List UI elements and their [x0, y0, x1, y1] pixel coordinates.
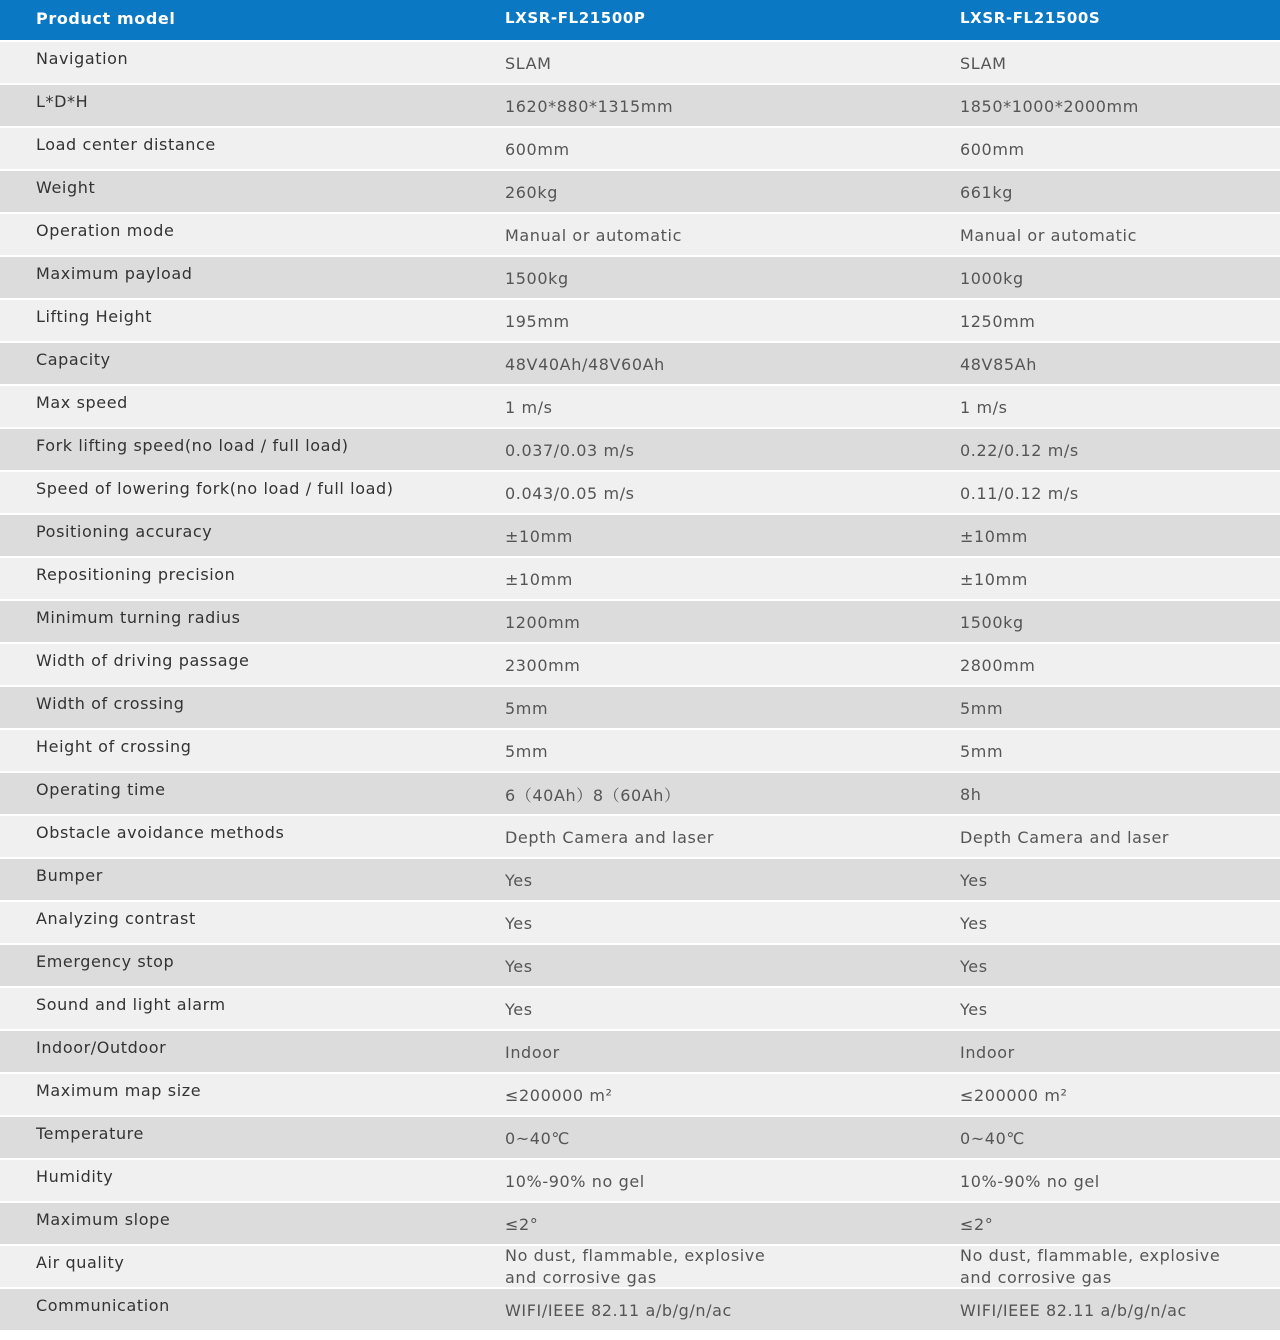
spec-label-cell	[0, 694, 469, 717]
table-row	[0, 687, 1280, 730]
spec-label-cell	[0, 264, 469, 287]
spec-value-a: 1620*880*1315mm	[505, 97, 674, 116]
spec-label-cell	[0, 307, 469, 330]
table-row	[0, 515, 1280, 558]
spec-label-cell	[0, 823, 469, 846]
table-row	[0, 730, 1280, 773]
spec-value-b-cell	[924, 655, 1280, 674]
spec-value-a-cell	[469, 268, 924, 287]
spec-value-b: Depth Camera and laser	[960, 828, 1170, 847]
spec-value-b: No dust, flammable, explosive and corrosive gas	[960, 1245, 1221, 1287]
spec-value-a: 0.037/0.03 m/s	[505, 441, 635, 460]
spec-value-a-cell	[469, 440, 924, 459]
spec-value-a-cell	[469, 913, 924, 932]
spec-value-a-cell	[469, 999, 924, 1018]
table-row	[0, 816, 1280, 859]
spec-value-b-cell	[924, 526, 1280, 545]
spec-label: Emergency stop	[36, 952, 175, 971]
spec-value-b: WIFI/IEEE 82.11 a/b/g/n/ac	[960, 1301, 1187, 1320]
spec-label: Communication	[36, 1296, 170, 1315]
spec-value-a-cell	[469, 870, 924, 889]
spec-value-a: ≤200000 m²	[505, 1086, 613, 1105]
spec-value-b-cell	[924, 870, 1280, 889]
header-model-a-cell	[469, 11, 924, 29]
spec-value-a-cell	[469, 1300, 924, 1319]
spec-label: Minimum turning radius	[36, 608, 241, 627]
spec-value-b: 48V85Ah	[960, 355, 1037, 374]
spec-value-a: 0~40℃	[505, 1129, 570, 1148]
table-row	[0, 1117, 1280, 1160]
spec-label-cell	[0, 1210, 469, 1233]
spec-value-b-cell	[924, 225, 1280, 244]
spec-label: Height of crossing	[36, 737, 192, 756]
spec-value-a-cell	[469, 956, 924, 975]
spec-label: Temperature	[36, 1124, 144, 1143]
spec-value-a-cell	[469, 397, 924, 416]
spec-value-b: 1 m/s	[960, 398, 1008, 417]
spec-label: Lifting Height	[36, 307, 153, 326]
spec-value-b-cell	[924, 827, 1280, 846]
table-row	[0, 902, 1280, 945]
table-row	[0, 472, 1280, 515]
spec-value-b: Indoor	[960, 1043, 1015, 1062]
spec-label: Max speed	[36, 393, 128, 412]
spec-label-cell	[0, 1081, 469, 1104]
spec-value-b: ≤2°	[960, 1215, 994, 1234]
spec-label-cell	[0, 1296, 469, 1319]
spec-value-b-cell	[924, 1171, 1280, 1190]
spec-value-a-cell	[469, 741, 924, 760]
spec-label-cell	[0, 952, 469, 975]
spec-value-b: 1500kg	[960, 613, 1024, 632]
spec-value-a: 2300mm	[505, 656, 581, 675]
header-label: Product model	[36, 8, 176, 28]
spec-value-a: Yes	[505, 957, 533, 976]
table-row	[0, 558, 1280, 601]
spec-value-a-cell	[469, 354, 924, 373]
spec-label: Maximum payload	[36, 264, 193, 283]
table-body	[0, 42, 1280, 1332]
header-label-cell	[0, 8, 469, 30]
spec-label: Operating time	[36, 780, 166, 799]
spec-value-a-cell	[469, 1171, 924, 1190]
spec-label-cell	[0, 780, 469, 803]
spec-value-a: Yes	[505, 871, 533, 890]
spec-value-a: 260kg	[505, 183, 558, 202]
spec-label: Weight	[36, 178, 96, 197]
spec-value-a: 10%-90% no gel	[505, 1172, 645, 1191]
spec-value-a: Depth Camera and laser	[505, 828, 715, 847]
spec-label: Capacity	[36, 350, 111, 369]
spec-label: Operation mode	[36, 221, 175, 240]
spec-value-a-cell	[469, 139, 924, 158]
spec-label-cell	[0, 651, 469, 674]
spec-value-b: 0~40℃	[960, 1129, 1025, 1148]
spec-value-a: 600mm	[505, 140, 570, 159]
table-row	[0, 386, 1280, 429]
spec-value-a-cell	[469, 483, 924, 502]
spec-label: Air quality	[36, 1253, 125, 1272]
spec-value-a-cell	[469, 526, 924, 545]
spec-label: L*D*H	[36, 92, 89, 111]
spec-value-a-cell	[469, 655, 924, 674]
table-row	[0, 343, 1280, 386]
spec-value-b-cell	[924, 999, 1280, 1018]
spec-value-b: SLAM	[960, 54, 1007, 73]
spec-label-cell	[0, 393, 469, 416]
spec-label-cell	[0, 92, 469, 115]
spec-label: Load center distance	[36, 135, 216, 154]
spec-value-b-cell	[924, 784, 1280, 803]
spec-value-b: Yes	[960, 914, 988, 933]
spec-label: Sound and light alarm	[36, 995, 226, 1014]
spec-value-a-cell	[469, 182, 924, 201]
spec-value-a: ≤2°	[505, 1215, 539, 1234]
spec-label-cell	[0, 1253, 469, 1276]
spec-label-cell	[0, 221, 469, 244]
spec-value-a-cell	[469, 569, 924, 588]
spec-value-b-cell	[924, 182, 1280, 201]
table-row	[0, 773, 1280, 816]
table-row	[0, 1031, 1280, 1074]
spec-value-b-cell	[924, 354, 1280, 373]
spec-value-b: 0.11/0.12 m/s	[960, 484, 1079, 503]
spec-value-a: 1200mm	[505, 613, 581, 632]
spec-label-cell	[0, 1124, 469, 1147]
spec-value-b-cell	[924, 1085, 1280, 1104]
spec-value-b-cell	[924, 741, 1280, 760]
spec-label-cell	[0, 565, 469, 588]
spec-value-a-cell	[469, 782, 924, 805]
header-model-b: LXSR-FL21500S	[960, 9, 1101, 27]
spec-value-b-cell	[924, 569, 1280, 588]
spec-value-b: Yes	[960, 871, 988, 890]
spec-value-b: 600mm	[960, 140, 1025, 159]
spec-label: Width of crossing	[36, 694, 185, 713]
table-row	[0, 42, 1280, 85]
spec-value-a: ±10mm	[505, 527, 573, 546]
spec-value-a-cell	[469, 698, 924, 717]
table-row	[0, 1074, 1280, 1117]
spec-label-cell	[0, 737, 469, 760]
spec-label-cell	[0, 608, 469, 631]
spec-value-a: Indoor	[505, 1043, 560, 1062]
spec-value-a: 48V40Ah/48V60Ah	[505, 355, 665, 374]
spec-label: Speed of lowering fork(no load / full load)	[36, 479, 394, 498]
spec-value-a-cell	[469, 225, 924, 244]
spec-label: Width of driving passage	[36, 651, 250, 670]
spec-value-a: 1 m/s	[505, 398, 553, 417]
spec-label: Indoor/Outdoor	[36, 1038, 167, 1057]
spec-value-b: 0.22/0.12 m/s	[960, 441, 1079, 460]
spec-value-a: WIFI/IEEE 82.11 a/b/g/n/ac	[505, 1301, 732, 1320]
spec-label-cell	[0, 135, 469, 158]
spec-value-a: 5mm	[505, 699, 549, 718]
spec-value-b: 1000kg	[960, 269, 1024, 288]
spec-value-a: Manual or automatic	[505, 226, 682, 245]
table-row	[0, 300, 1280, 343]
table-row	[0, 1289, 1280, 1332]
spec-value-a-cell	[469, 53, 924, 72]
table-row	[0, 429, 1280, 472]
table-row	[0, 601, 1280, 644]
spec-value-b: 5mm	[960, 742, 1004, 761]
spec-label: Positioning accuracy	[36, 522, 213, 541]
spec-value-b-cell	[924, 53, 1280, 72]
spec-value-a-cell	[469, 1214, 924, 1233]
spec-label-cell	[0, 522, 469, 545]
spec-value-a: ±10mm	[505, 570, 573, 589]
header-model-b-cell	[924, 11, 1280, 29]
spec-value-b-cell	[924, 1300, 1280, 1319]
table-row	[0, 128, 1280, 171]
spec-value-a: 195mm	[505, 312, 570, 331]
spec-label-cell	[0, 350, 469, 373]
spec-value-a-cell	[469, 1245, 924, 1289]
table-row	[0, 859, 1280, 902]
spec-value-a: Yes	[505, 1000, 533, 1019]
spec-value-a-cell	[469, 311, 924, 330]
spec-value-b-cell	[924, 483, 1280, 502]
spec-label-cell	[0, 49, 469, 72]
table-row	[0, 1203, 1280, 1246]
spec-value-b-cell	[924, 311, 1280, 330]
spec-value-b-cell	[924, 956, 1280, 975]
spec-value-b-cell	[924, 1042, 1280, 1061]
spec-label-cell	[0, 1038, 469, 1061]
spec-value-b: ±10mm	[960, 570, 1028, 589]
table-header	[0, 0, 1280, 42]
spec-value-a-cell	[469, 1085, 924, 1104]
spec-value-b: 1850*1000*2000mm	[960, 97, 1139, 116]
spec-value-a: SLAM	[505, 54, 552, 73]
spec-label: Repositioning precision	[36, 565, 236, 584]
spec-label-cell	[0, 178, 469, 201]
spec-value-b: ≤200000 m²	[960, 1086, 1068, 1105]
spec-value-b: 5mm	[960, 699, 1004, 718]
spec-value-b-cell	[924, 139, 1280, 158]
spec-value-a-cell	[469, 1128, 924, 1147]
spec-value-b-cell	[924, 96, 1280, 115]
table-row	[0, 214, 1280, 257]
table-row	[0, 644, 1280, 687]
spec-value-a: 1500kg	[505, 269, 569, 288]
spec-label-cell	[0, 995, 469, 1018]
spec-value-b: 8h	[960, 785, 982, 804]
spec-label: Analyzing contrast	[36, 909, 196, 928]
spec-value-b: 10%-90% no gel	[960, 1172, 1100, 1191]
spec-value-b-cell	[924, 1245, 1280, 1289]
spec-label: Fork lifting speed(no load / full load)	[36, 436, 349, 455]
spec-value-b-cell	[924, 1214, 1280, 1233]
spec-value-b: 661kg	[960, 183, 1013, 202]
spec-value-b: Yes	[960, 1000, 988, 1019]
spec-value-a-cell	[469, 96, 924, 115]
spec-value-b: ±10mm	[960, 527, 1028, 546]
spec-value-b-cell	[924, 612, 1280, 631]
spec-value-a-cell	[469, 827, 924, 846]
spec-label-cell	[0, 1167, 469, 1190]
spec-value-b-cell	[924, 698, 1280, 717]
spec-value-b: 2800mm	[960, 656, 1036, 675]
spec-value-a: 6（40Ah）8（60Ah）	[505, 786, 681, 805]
spec-value-a: 0.043/0.05 m/s	[505, 484, 635, 503]
spec-value-b: Yes	[960, 957, 988, 976]
spec-value-a: Yes	[505, 914, 533, 933]
spec-value-b: 1250mm	[960, 312, 1036, 331]
table-row	[0, 85, 1280, 128]
table-row	[0, 1160, 1280, 1203]
spec-value-a-cell	[469, 1042, 924, 1061]
spec-label: Bumper	[36, 866, 103, 885]
spec-label-cell	[0, 436, 469, 459]
table-row	[0, 988, 1280, 1031]
spec-value-a: 5mm	[505, 742, 549, 761]
spec-label: Navigation	[36, 49, 129, 68]
table-row	[0, 257, 1280, 300]
spec-value-b-cell	[924, 268, 1280, 287]
spec-value-a: No dust, flammable, explosive and corrosive gas	[505, 1245, 766, 1287]
spec-label: Maximum map size	[36, 1081, 202, 1100]
table-row	[0, 171, 1280, 214]
spec-label-cell	[0, 866, 469, 889]
spec-value-a-cell	[469, 612, 924, 631]
spec-value-b-cell	[924, 397, 1280, 416]
spec-value-b-cell	[924, 913, 1280, 932]
spec-label: Maximum slope	[36, 1210, 171, 1229]
spec-label: Obstacle avoidance methods	[36, 823, 285, 842]
table-row	[0, 1246, 1280, 1289]
header-model-a: LXSR-FL21500P	[505, 9, 646, 27]
spec-label-cell	[0, 479, 469, 502]
spec-value-b-cell	[924, 440, 1280, 459]
spec-value-b-cell	[924, 1128, 1280, 1147]
spec-label-cell	[0, 909, 469, 932]
table-row	[0, 945, 1280, 988]
spec-label: Humidity	[36, 1167, 114, 1186]
spec-value-b: Manual or automatic	[960, 226, 1137, 245]
